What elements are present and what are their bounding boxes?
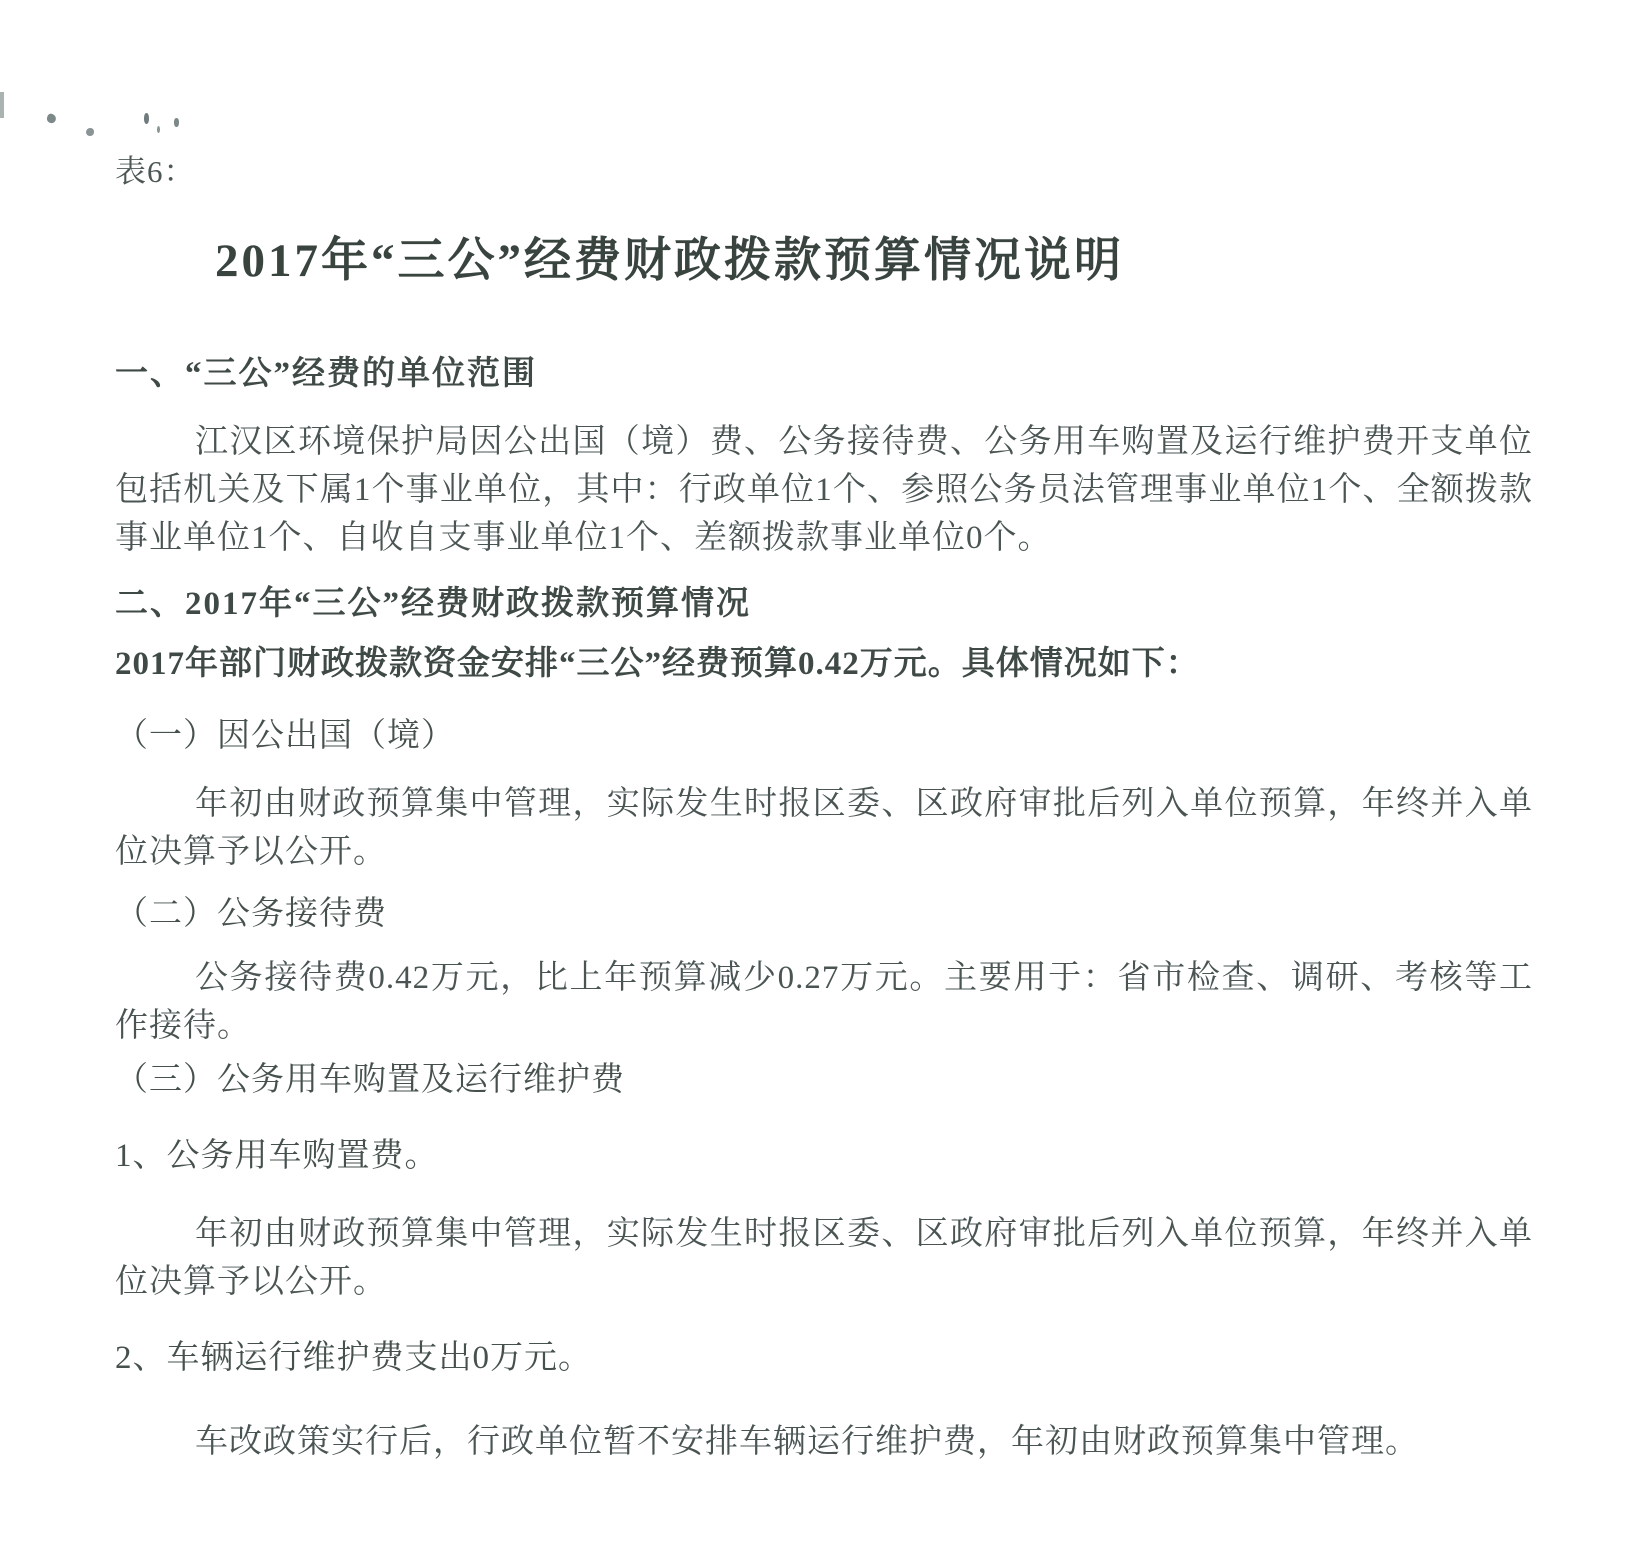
scan-speck <box>0 92 4 118</box>
subheading-official-reception: （二）公务接待费 <box>115 896 387 932</box>
document-title: 2017年“三公”经费财政拨款预算情况说明 <box>215 235 1124 287</box>
section-heading-unit-scope: 一、“三公”经费的单位范围 <box>115 356 537 392</box>
subheading-overseas-travel: （一）因公出国（境） <box>115 718 455 754</box>
paragraph-official-reception: 公务接待费0.42万元，比上年预算减少0.27万元。主要用于：省市检查、调研、考核等工作接待。 <box>115 960 1533 1044</box>
section-heading-budget-situation: 二、2017年“三公”经费财政拨款预算情况 <box>115 586 751 622</box>
item-vehicle-maintenance: 2、车辆运行维护费支出0万元。 <box>115 1340 592 1376</box>
paragraph-unit-scope: 江汉区环境保护局因公出国（境）费、公务接待费、公务用车购置及运行维护费开支单位包括机关及下属1个事业单位，其中：行政单位1个、参照公务员法管理事业单位1个、全额拨款事业单位1个、自收自支事业单位1个、差额拨款事业单位0个。 <box>115 424 1533 556</box>
scan-speck <box>144 113 149 124</box>
subheading-official-vehicles: （三）公务用车购置及运行维护费 <box>115 1062 625 1098</box>
table-label: 表6： <box>115 154 196 189</box>
paragraph-overseas-travel: 年初由财政预算集中管理，实际发生时报区委、区政府审批后列入单位预算，年终并入单位决算予以公开。 <box>115 786 1533 870</box>
scan-speck <box>174 118 179 127</box>
scan-speck <box>46 113 58 125</box>
scan-speck <box>86 128 94 136</box>
budget-summary-line: 2017年部门财政拨款资金安排“三公”经费预算0.42万元。具体情况如下： <box>115 646 1200 682</box>
scan-speck <box>157 126 160 133</box>
item-vehicle-purchase: 1、公务用车购置费。 <box>115 1138 439 1174</box>
paragraph-vehicle-maintenance: 车改政策实行后，行政单位暂不安排车辆运行维护费，年初由财政预算集中管理。 <box>195 1424 1419 1460</box>
paragraph-vehicle-purchase: 年初由财政预算集中管理，实际发生时报区委、区政府审批后列入单位预算，年终并入单位决算予以公开。 <box>115 1216 1533 1300</box>
